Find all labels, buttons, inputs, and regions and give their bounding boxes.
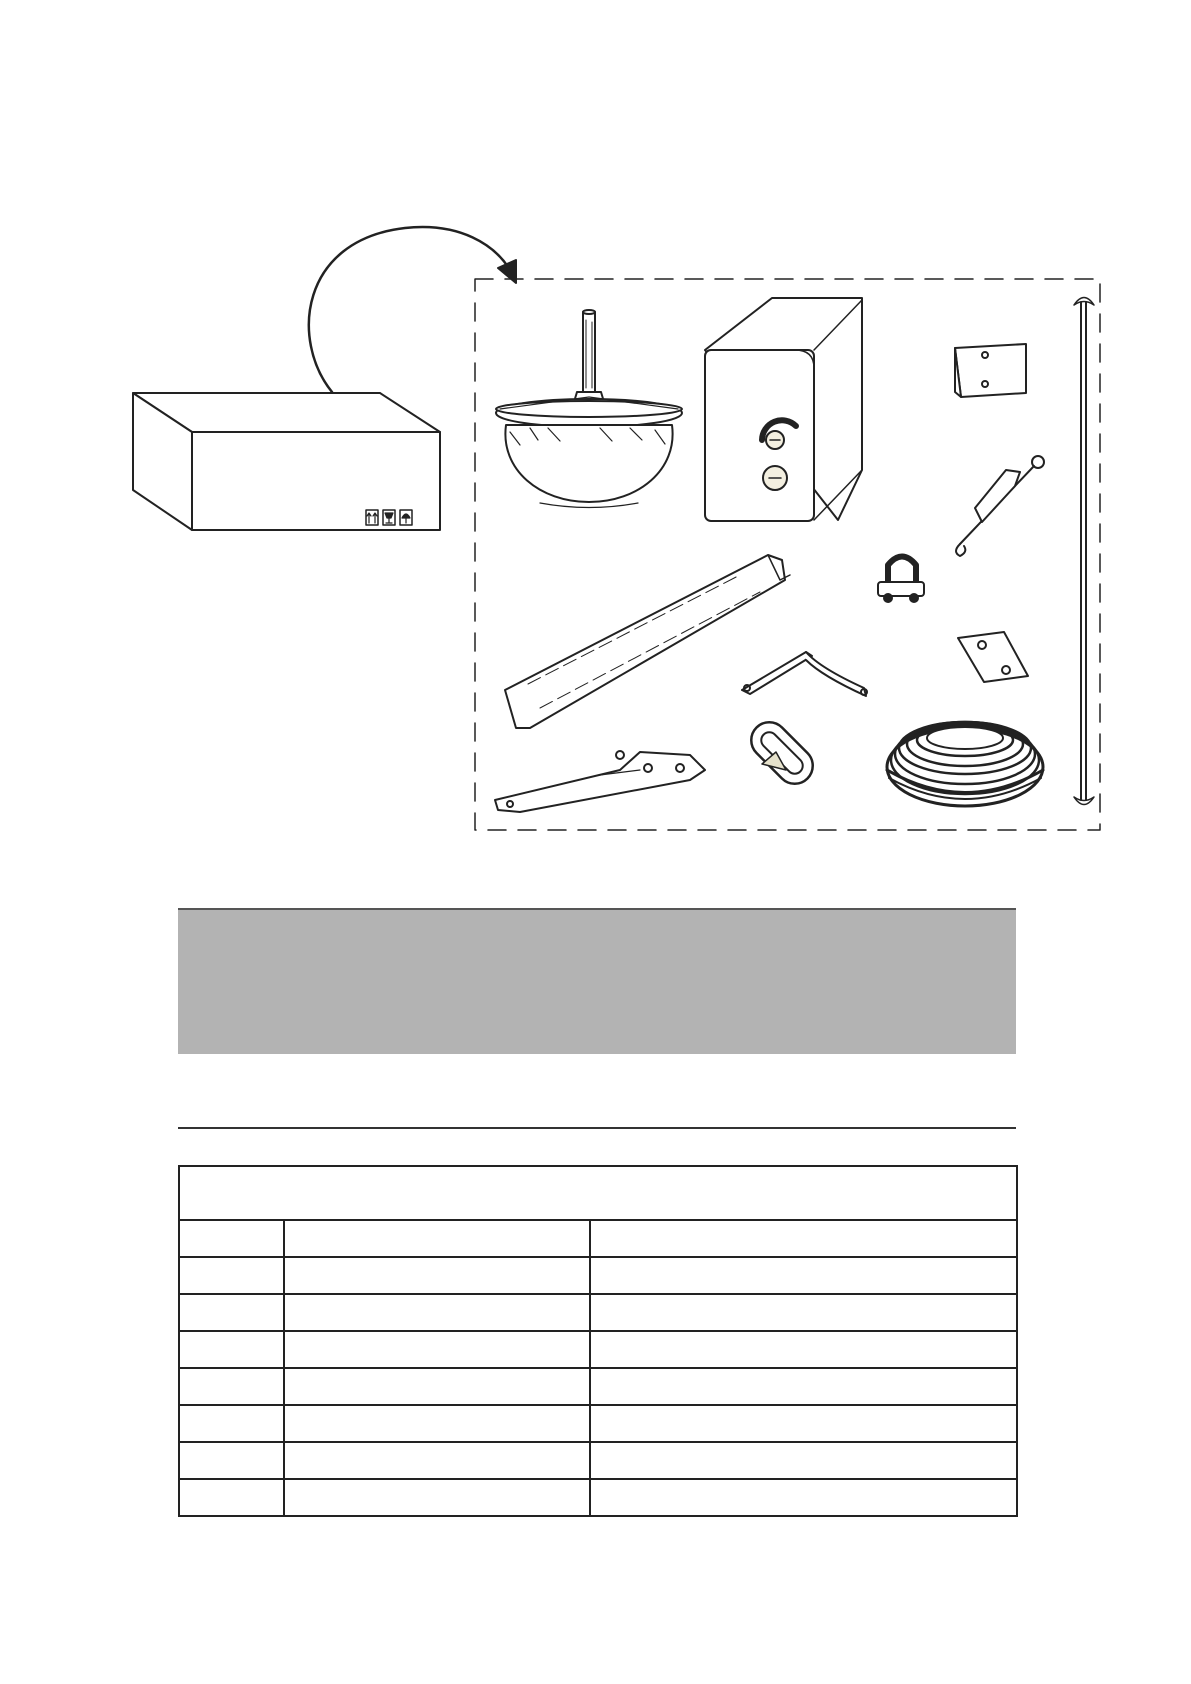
table-cell xyxy=(179,1257,284,1294)
table-cell xyxy=(284,1368,590,1405)
wire-clip xyxy=(878,557,924,603)
table-row xyxy=(179,1368,1017,1405)
table-cell xyxy=(179,1294,284,1331)
bent-strap xyxy=(742,652,867,696)
parts-table xyxy=(178,1165,1018,1517)
table-row xyxy=(179,1479,1017,1516)
parts-table-title xyxy=(179,1166,1017,1220)
table-row xyxy=(179,1294,1017,1331)
chain-link xyxy=(744,715,820,791)
table-row xyxy=(179,1257,1017,1294)
mounting-plate xyxy=(958,632,1028,682)
table-cell xyxy=(179,1331,284,1368)
table-cell xyxy=(590,1331,1017,1368)
table-cell xyxy=(590,1257,1017,1294)
table-cell xyxy=(590,1368,1017,1405)
table-cell xyxy=(179,1405,284,1442)
table-cell xyxy=(179,1442,284,1479)
table-row xyxy=(179,1331,1017,1368)
wire-rod xyxy=(1074,298,1094,805)
control-box xyxy=(705,298,862,521)
table-cell xyxy=(284,1479,590,1516)
table-cell xyxy=(179,1479,284,1516)
table-cell xyxy=(179,1368,284,1405)
table-cell xyxy=(590,1405,1017,1442)
table-header-row xyxy=(179,1220,1017,1257)
table-row xyxy=(179,1442,1017,1479)
table-cell xyxy=(284,1331,590,1368)
section-divider xyxy=(178,1127,1016,1129)
table-cell xyxy=(284,1294,590,1331)
mount-bracket xyxy=(495,751,705,812)
fan-motor xyxy=(496,310,682,508)
shipping-box xyxy=(133,393,440,530)
column-header xyxy=(284,1220,590,1257)
blade-arm xyxy=(505,555,790,728)
column-header xyxy=(590,1220,1017,1257)
table-cell xyxy=(284,1405,590,1442)
table-cell xyxy=(590,1442,1017,1479)
table-cell xyxy=(284,1257,590,1294)
table-cell xyxy=(590,1294,1017,1331)
table-cell xyxy=(590,1479,1017,1516)
angle-bracket xyxy=(955,344,1026,397)
column-header xyxy=(179,1220,284,1257)
gray-banner xyxy=(178,908,1016,1054)
table-row xyxy=(179,1405,1017,1442)
unpack-arrow xyxy=(309,227,510,392)
table-cell xyxy=(284,1442,590,1479)
turnbuckle xyxy=(956,456,1044,556)
cable-coil xyxy=(887,722,1043,806)
